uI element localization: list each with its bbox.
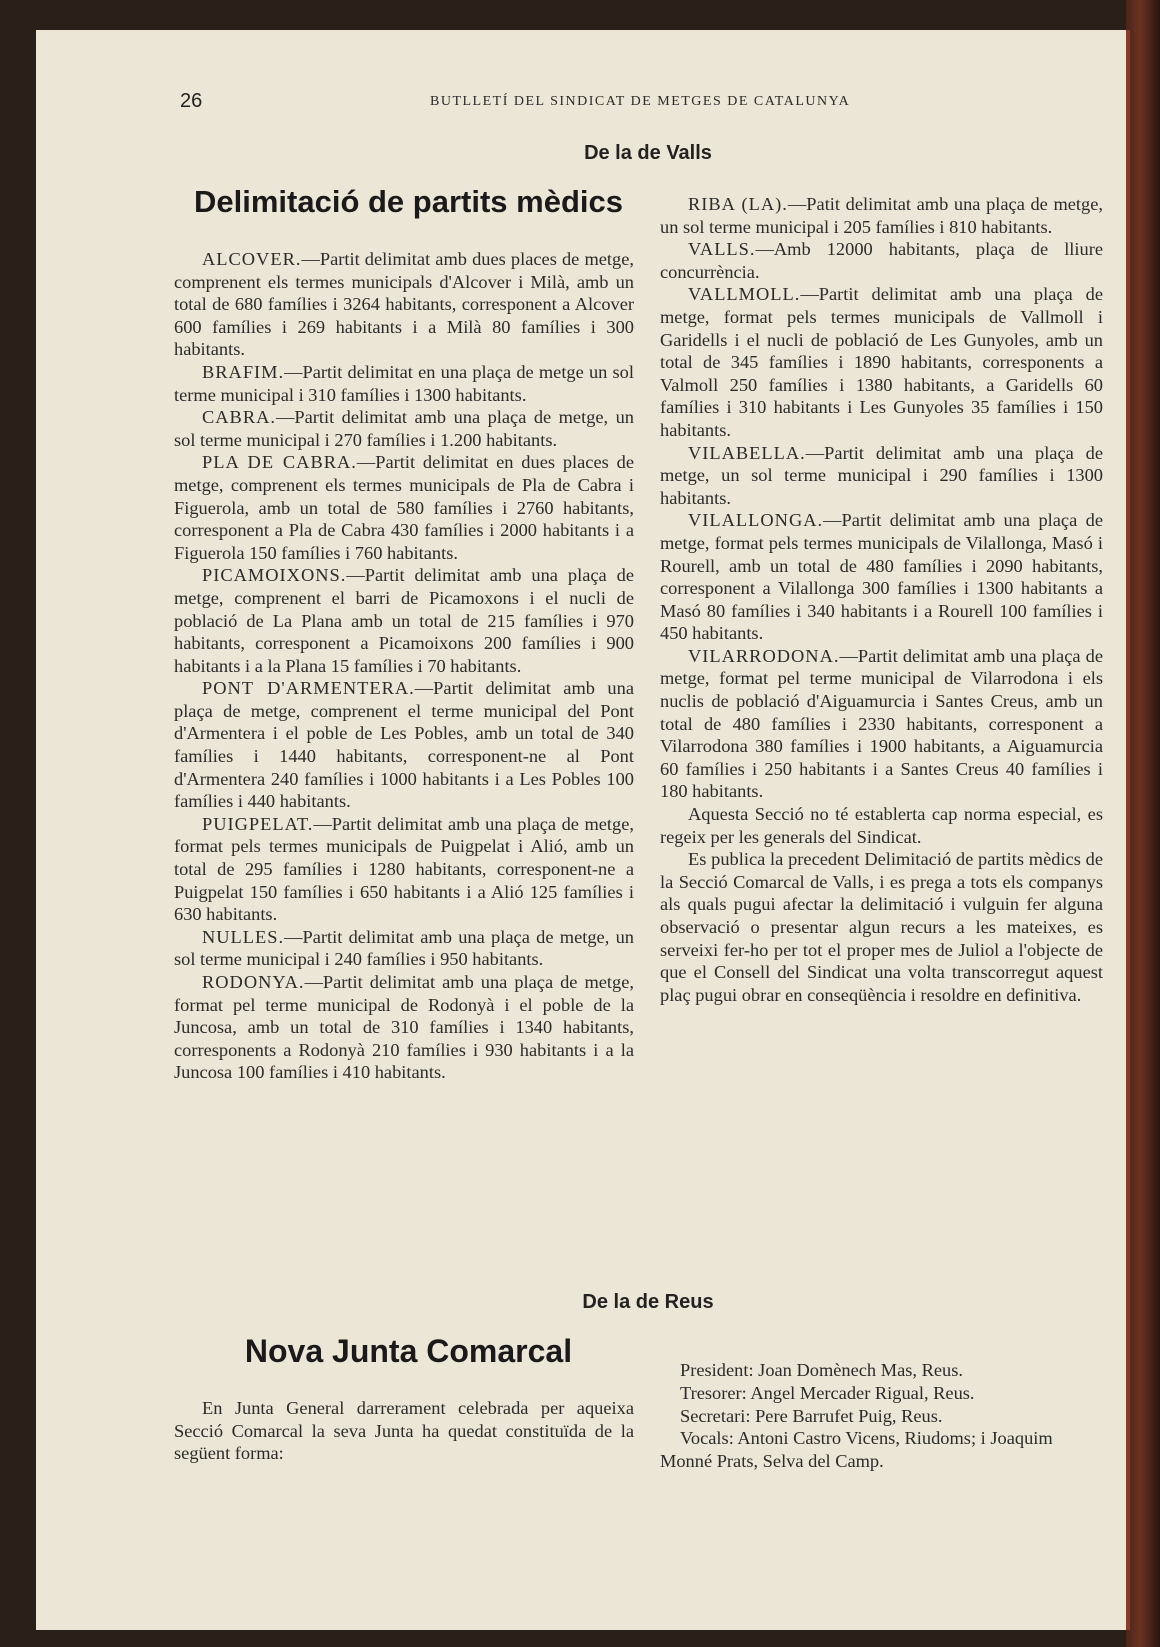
place-name: ALCOVER.: [202, 249, 302, 269]
paragraph-text: —Amb 12000 habitants, plaça de lliure concurrència.: [660, 239, 1103, 282]
paragraph-text: —Partit delimitat en una plaça de metge un sol terme municipal i 310 famílies i 1300 habitants.: [174, 361, 634, 405]
place-name: VILALLONGA.: [688, 510, 824, 531]
paragraph-text: —Partit delimitat amb una plaça de metge, format pels termes municipals de Vilallonga, Masó i Rourell, amb un total de 480 famílies i 2090 habitants, corresponent a Vilallonga 300 famílies i 1300 habitants a Masó 80 famílies i 340 habitants i a Rourell 100 famílies i 450 habitants.: [660, 510, 1103, 644]
right-paragraph: [660, 442, 1103, 510]
board-member-row: [660, 1382, 1080, 1405]
right-paragraph: [660, 803, 1103, 848]
board-role: President:: [680, 1360, 754, 1380]
left-paragraph: [174, 971, 634, 1084]
right-paragraph: [660, 283, 1103, 441]
junta-intro-text: En Junta General darrerament celebrada per aqueixa Secció Comarcal la seva Junta ha quedat constituïda de la següent forma:: [174, 1398, 634, 1464]
junta-intro: [174, 1397, 634, 1465]
right-column: [660, 193, 1103, 1233]
place-name: RODONYA.: [202, 972, 305, 992]
paragraph-text: —Partit delimitat amb una plaça de metge, comprenent el terme municipal del Pont d'Armentera i el poble de Les Pobles, amb un total de 340 famílies i 1440 habitants, corresponent-ne al Pont d'Armentera 240 famílies i 1000 habitants i a Les Pobles 100 famílies i 440 habitants.: [174, 678, 634, 812]
left-paragraph: [174, 677, 634, 813]
left-column: [174, 248, 634, 1238]
left-paragraph: [174, 406, 634, 451]
board-list: [660, 1359, 1080, 1473]
place-name: NULLES.: [202, 926, 285, 947]
board-role: Tresorer:: [680, 1382, 747, 1403]
paragraph-text: —Partit delimitat amb una plaça de metge, format pel terme municipal de Rodonyà i el poble de la Juncosa, amb un total de 310 famílies i 1340 habitants, corresponents a Rodonyà 210 famílies i 930 habitants i a la Juncosa 100 famílies i 410 habitants.: [174, 972, 634, 1083]
book-spine: [1126, 0, 1160, 1647]
left-paragraph: [174, 564, 634, 677]
paragraph-text: —Partit delimitat en dues places de metge, comprenent els termes municipals de Pla de Cabra i Figuerola, amb un total de 580 famílies i 2760 habitants, corresponent a Pla de Cabra 430 famílies i 2000 habitants i a Figuerola 150 famílies i 760 habitants.: [174, 452, 634, 563]
place-name: VALLS.: [688, 239, 756, 260]
paragraph-text: —Partit delimitat amb una plaça de metge, format pels termes municipals de Puigpelat i Alió, amb un total de 295 famílies i 1280 habitants, corresponent-ne a Puigpelat 150 famílies i 650 habitants i a Alió 125 famílies i 630 habitants.: [174, 813, 634, 925]
left-paragraph: [174, 248, 634, 361]
left-paragraph: [174, 813, 634, 926]
place-name: VILARRODONA.: [688, 645, 840, 666]
place-name: VALLMOLL.: [688, 284, 801, 305]
right-paragraph: [660, 509, 1103, 645]
paragraph-text: —Partit delimitat amb una plaça de metge, comprenent el barri de Picamoxons i el nucli de població de La Plana amb un total de 215 famílies i 970 habitants, corresponent a Picamoixons 200 famílies i 900 habitants i a la Plana 15 famílies i 70 habitants.: [174, 565, 634, 676]
board-member-row: [660, 1405, 1080, 1428]
paragraph-text: Es publica la precedent Delimitació de partits mèdics de la Secció Comarcal de Valls, i es prega a tots els companys als quals pugui afectar la delimitació i vulguin fer alguna observació o presentar algun recurs a les mateixes, es serveixi fer-ho per tot el proper mes de Juliol a l'objecte de que el Consell del Sindicat una volta transcorregut aquest plaç pugui obrar en conseqüència i resoldre en definitiva.: [660, 849, 1103, 1005]
place-name: VILABELLA.: [688, 442, 806, 463]
paragraph-text: —Partit delimitat amb una plaça de metge, un sol terme municipal i 240 famílies i 950 habitants.: [174, 926, 634, 970]
article-title-delimitacio: Delimitació de partits mèdics: [194, 184, 623, 219]
paragraph-text: —Partit delimitat amb una plaça de metge, format pels termes municipals de Vallmoll i Garidells i el nucli de població de Les Gunyoles, amb un total de 345 famílies i 1890 habitants, corresponents a Valmoll 250 famílies i 1380 habitants, a Garidells 60 famílies i 310 habitants i Les Gunyoles 35 famílies i 150 habitants.: [660, 284, 1103, 440]
board-member-names: Angel Mercader Rigual, Reus.: [746, 1382, 975, 1403]
place-name: PUIGPELAT.: [202, 813, 314, 834]
paragraph-text: —Patit delimitat amb una plaça de metge, un sol terme municipal i 205 famílies i 810 habitants.: [660, 194, 1103, 237]
place-name: PICAMOIXONS.: [202, 565, 347, 586]
left-paragraph: [174, 361, 634, 406]
right-paragraph: [660, 645, 1103, 803]
right-paragraph: [660, 238, 1103, 283]
left-paragraph: [174, 451, 634, 564]
right-paragraph: [660, 193, 1103, 238]
board-member-row: [660, 1427, 1080, 1473]
journal-title: BUTLLETÍ DEL SINDICAT DE METGES DE CATALUNYA: [430, 94, 851, 109]
board-member-row: [660, 1359, 1080, 1382]
paragraph-text: —Partit delimitat amb una plaça de metge, format pel terme municipal de Vilarrodona i els nuclis de població d'Aiguamurcia i Santes Creus, amb un total de 480 famílies i 2330 habitants, corresponent a Vilarrodona 380 famílies i 1900 habitants, a Aiguamurcia 60 famílies i 250 habitants i a Santes Creus 40 famílies i 180 habitants.: [660, 645, 1103, 802]
board-member-names: Pere Barrufet Puig, Reus.: [750, 1405, 943, 1426]
page-number: 26: [180, 90, 203, 112]
paragraph-text: —Partit delimitat amb una plaça de metge, un sol terme municipal i 290 famílies i 1300 habitants.: [660, 442, 1103, 508]
paragraph-text: —Partit delimitat amb dues places de metge, comprenent els termes municipals d'Alcover i Milà, amb un total de 680 famílies i 3264 habitants, corresponent a Alcover 600 famílies i 269 habitants i a Milà 80 famílies i 300 habitants.: [174, 249, 634, 360]
left-paragraph: [174, 926, 634, 971]
place-name: CABRA.: [202, 407, 276, 428]
board-role: Secretari:: [680, 1405, 751, 1426]
place-name: PLA DE CABRA.: [202, 452, 357, 473]
board-member-names: Joan Domènech Mas, Reus.: [753, 1360, 963, 1380]
article-title-junta: Nova Junta Comarcal: [244, 1333, 573, 1369]
place-name: PONT D'ARMENTERA.: [202, 678, 415, 699]
board-member-names: Antoni Castro Vicens, Riudoms; i Joaquim Monné Prats, Selva del Camp.: [660, 1428, 1053, 1472]
right-paragraph: [660, 848, 1103, 1006]
paragraph-text: —Partit delimitat amb una plaça de metge, un sol terme municipal i 270 famílies i 1.200 habitants.: [174, 407, 634, 450]
board-role: Vocals:: [680, 1428, 734, 1449]
section-heading-reus: De la de Reus: [582, 1291, 714, 1313]
section-heading-valls: De la de Valls: [584, 142, 712, 164]
paragraph-text: Aquesta Secció no té establerta cap norma especial, es regeix per les generals del Sindicat.: [660, 804, 1103, 847]
place-name: BRAFIM.: [202, 361, 285, 382]
place-name: RIBA (LA).: [688, 194, 788, 214]
